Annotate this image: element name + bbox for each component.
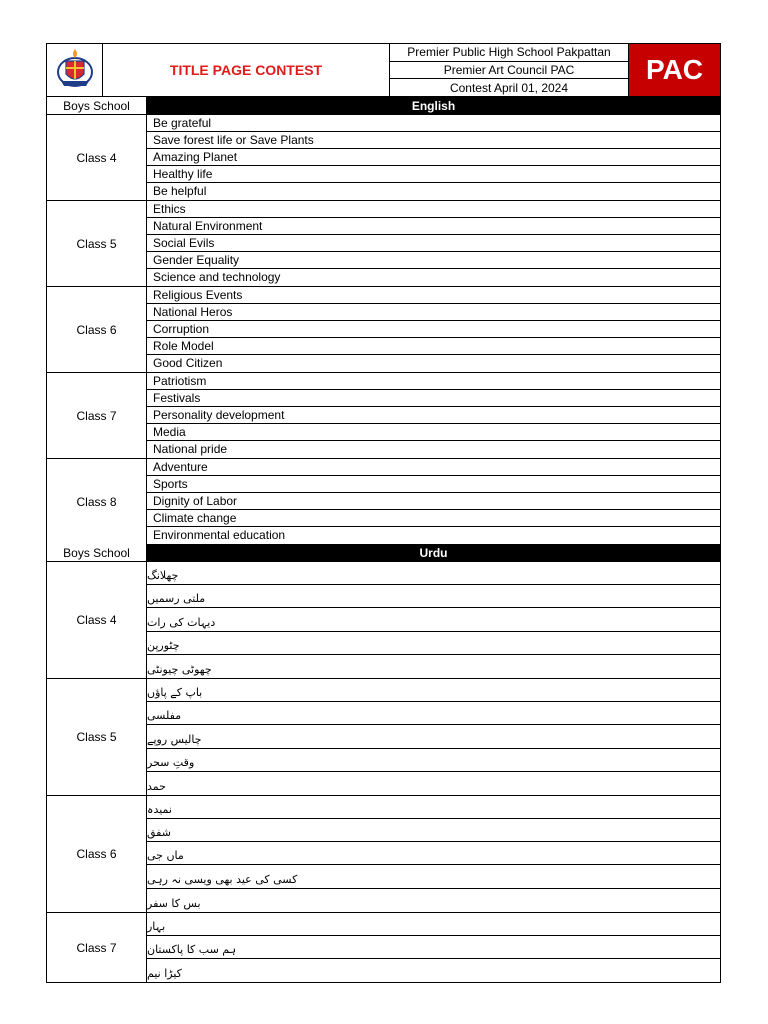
topic-item: چھلانگ	[147, 562, 720, 585]
topic-list	[147, 201, 720, 286]
topic-item: Festivals	[147, 390, 720, 407]
class-group	[47, 459, 720, 544]
topic-item: Sports	[147, 476, 720, 493]
pac-badge: PAC	[629, 44, 720, 96]
topic-item: Climate change	[147, 510, 720, 527]
topic-item: Adventure	[147, 459, 720, 476]
topic-list	[147, 562, 720, 678]
class-group	[47, 796, 720, 913]
topic-item: ملتی رسمیں	[147, 585, 720, 608]
urdu-section-header	[47, 544, 720, 562]
topic-item: Healthy life	[147, 166, 720, 183]
class-label: Class 5	[47, 201, 147, 286]
class-label: Class 5	[47, 679, 147, 795]
topic-item: Save forest life or Save Plants	[147, 132, 720, 149]
topic-item: چالیس روپے	[147, 725, 720, 748]
topic-item: Natural Environment	[147, 218, 720, 235]
topic-item: نمیدہ	[147, 796, 720, 819]
class-group	[47, 562, 720, 679]
topic-item: Be helpful	[153, 184, 207, 198]
topic-item: مفلسی	[147, 702, 720, 725]
topic-item: کسی کی عید بھی ویسی نہ رہی	[147, 865, 720, 888]
class-label: Class 7	[47, 373, 147, 458]
topic-item: چھوٹی چیونٹی	[147, 662, 212, 676]
english-school-label: Boys School	[47, 97, 147, 114]
topic-item: کیڑا نیم	[147, 967, 182, 981]
topic-item: دیہات کی رات	[147, 608, 720, 631]
topic-list	[147, 796, 720, 912]
topic-item: بہار	[147, 913, 720, 936]
topic-item: Personality development	[147, 407, 720, 424]
class-label: Class 4	[47, 115, 147, 200]
urdu-section	[47, 562, 720, 982]
english-section	[47, 115, 720, 544]
school-info	[390, 44, 629, 96]
topic-item: Media	[147, 424, 720, 441]
topic-item: ہم سب کا پاکستان	[147, 936, 720, 959]
topic-item: ماں جی	[147, 842, 720, 865]
topic-item: Good Citizen	[153, 356, 223, 370]
topic-item: شفق	[147, 819, 720, 842]
topic-list	[147, 679, 720, 795]
council-name: Premier Art Council PAC	[390, 62, 628, 80]
school-name: Premier Public High School Pakpattan	[390, 44, 628, 62]
topic-list	[147, 115, 720, 200]
class-label: Class 8	[47, 459, 147, 544]
topic-item: Amazing Planet	[147, 149, 720, 166]
topic-item: Corruption	[147, 321, 720, 338]
contest-sheet	[46, 43, 721, 983]
class-group	[47, 913, 720, 983]
class-group	[47, 679, 720, 796]
topic-item: Gender Equality	[147, 252, 720, 269]
class-group	[47, 373, 720, 459]
topic-item: Religious Events	[147, 287, 720, 304]
topic-item: چٹورپن	[147, 632, 720, 655]
class-label: Class 4	[47, 562, 147, 678]
topic-item: بس کا سفر	[147, 896, 201, 910]
topic-list	[147, 287, 720, 372]
topic-item: Environmental education	[153, 528, 286, 542]
class-group	[47, 115, 720, 201]
topic-item: National Heros	[147, 304, 720, 321]
class-label: Class 6	[47, 287, 147, 372]
contest-title: TITLE PAGE CONTEST	[103, 44, 390, 96]
school-crest-icon	[55, 47, 95, 94]
urdu-heading: Urdu	[147, 544, 720, 561]
topic-list	[147, 459, 720, 544]
logo-cell	[47, 44, 103, 96]
topic-item: Dignity of Labor	[147, 493, 720, 510]
topic-list	[147, 913, 720, 983]
sheet-header	[47, 44, 720, 97]
topic-item: National pride	[153, 442, 228, 456]
topic-item: حمد	[147, 779, 166, 793]
topic-item: Role Model	[147, 338, 720, 355]
contest-date: Contest April 01, 2024	[449, 80, 569, 95]
topic-item: Be grateful	[147, 115, 720, 132]
class-group	[47, 287, 720, 373]
topic-list	[147, 373, 720, 458]
english-heading: English	[147, 97, 720, 114]
urdu-school-label: Boys School	[47, 544, 147, 561]
topic-item: Science and technology	[153, 270, 281, 284]
topic-item: Ethics	[147, 201, 720, 218]
topic-item: Patriotism	[147, 373, 720, 390]
topic-item: باپ کے پاؤں	[147, 679, 720, 702]
topic-item: Social Evils	[147, 235, 720, 252]
class-group	[47, 201, 720, 287]
class-label: Class 7	[47, 913, 147, 983]
english-section-header	[47, 97, 720, 115]
class-label: Class 6	[47, 796, 147, 912]
topic-item: وقتِ سحر	[147, 749, 720, 772]
